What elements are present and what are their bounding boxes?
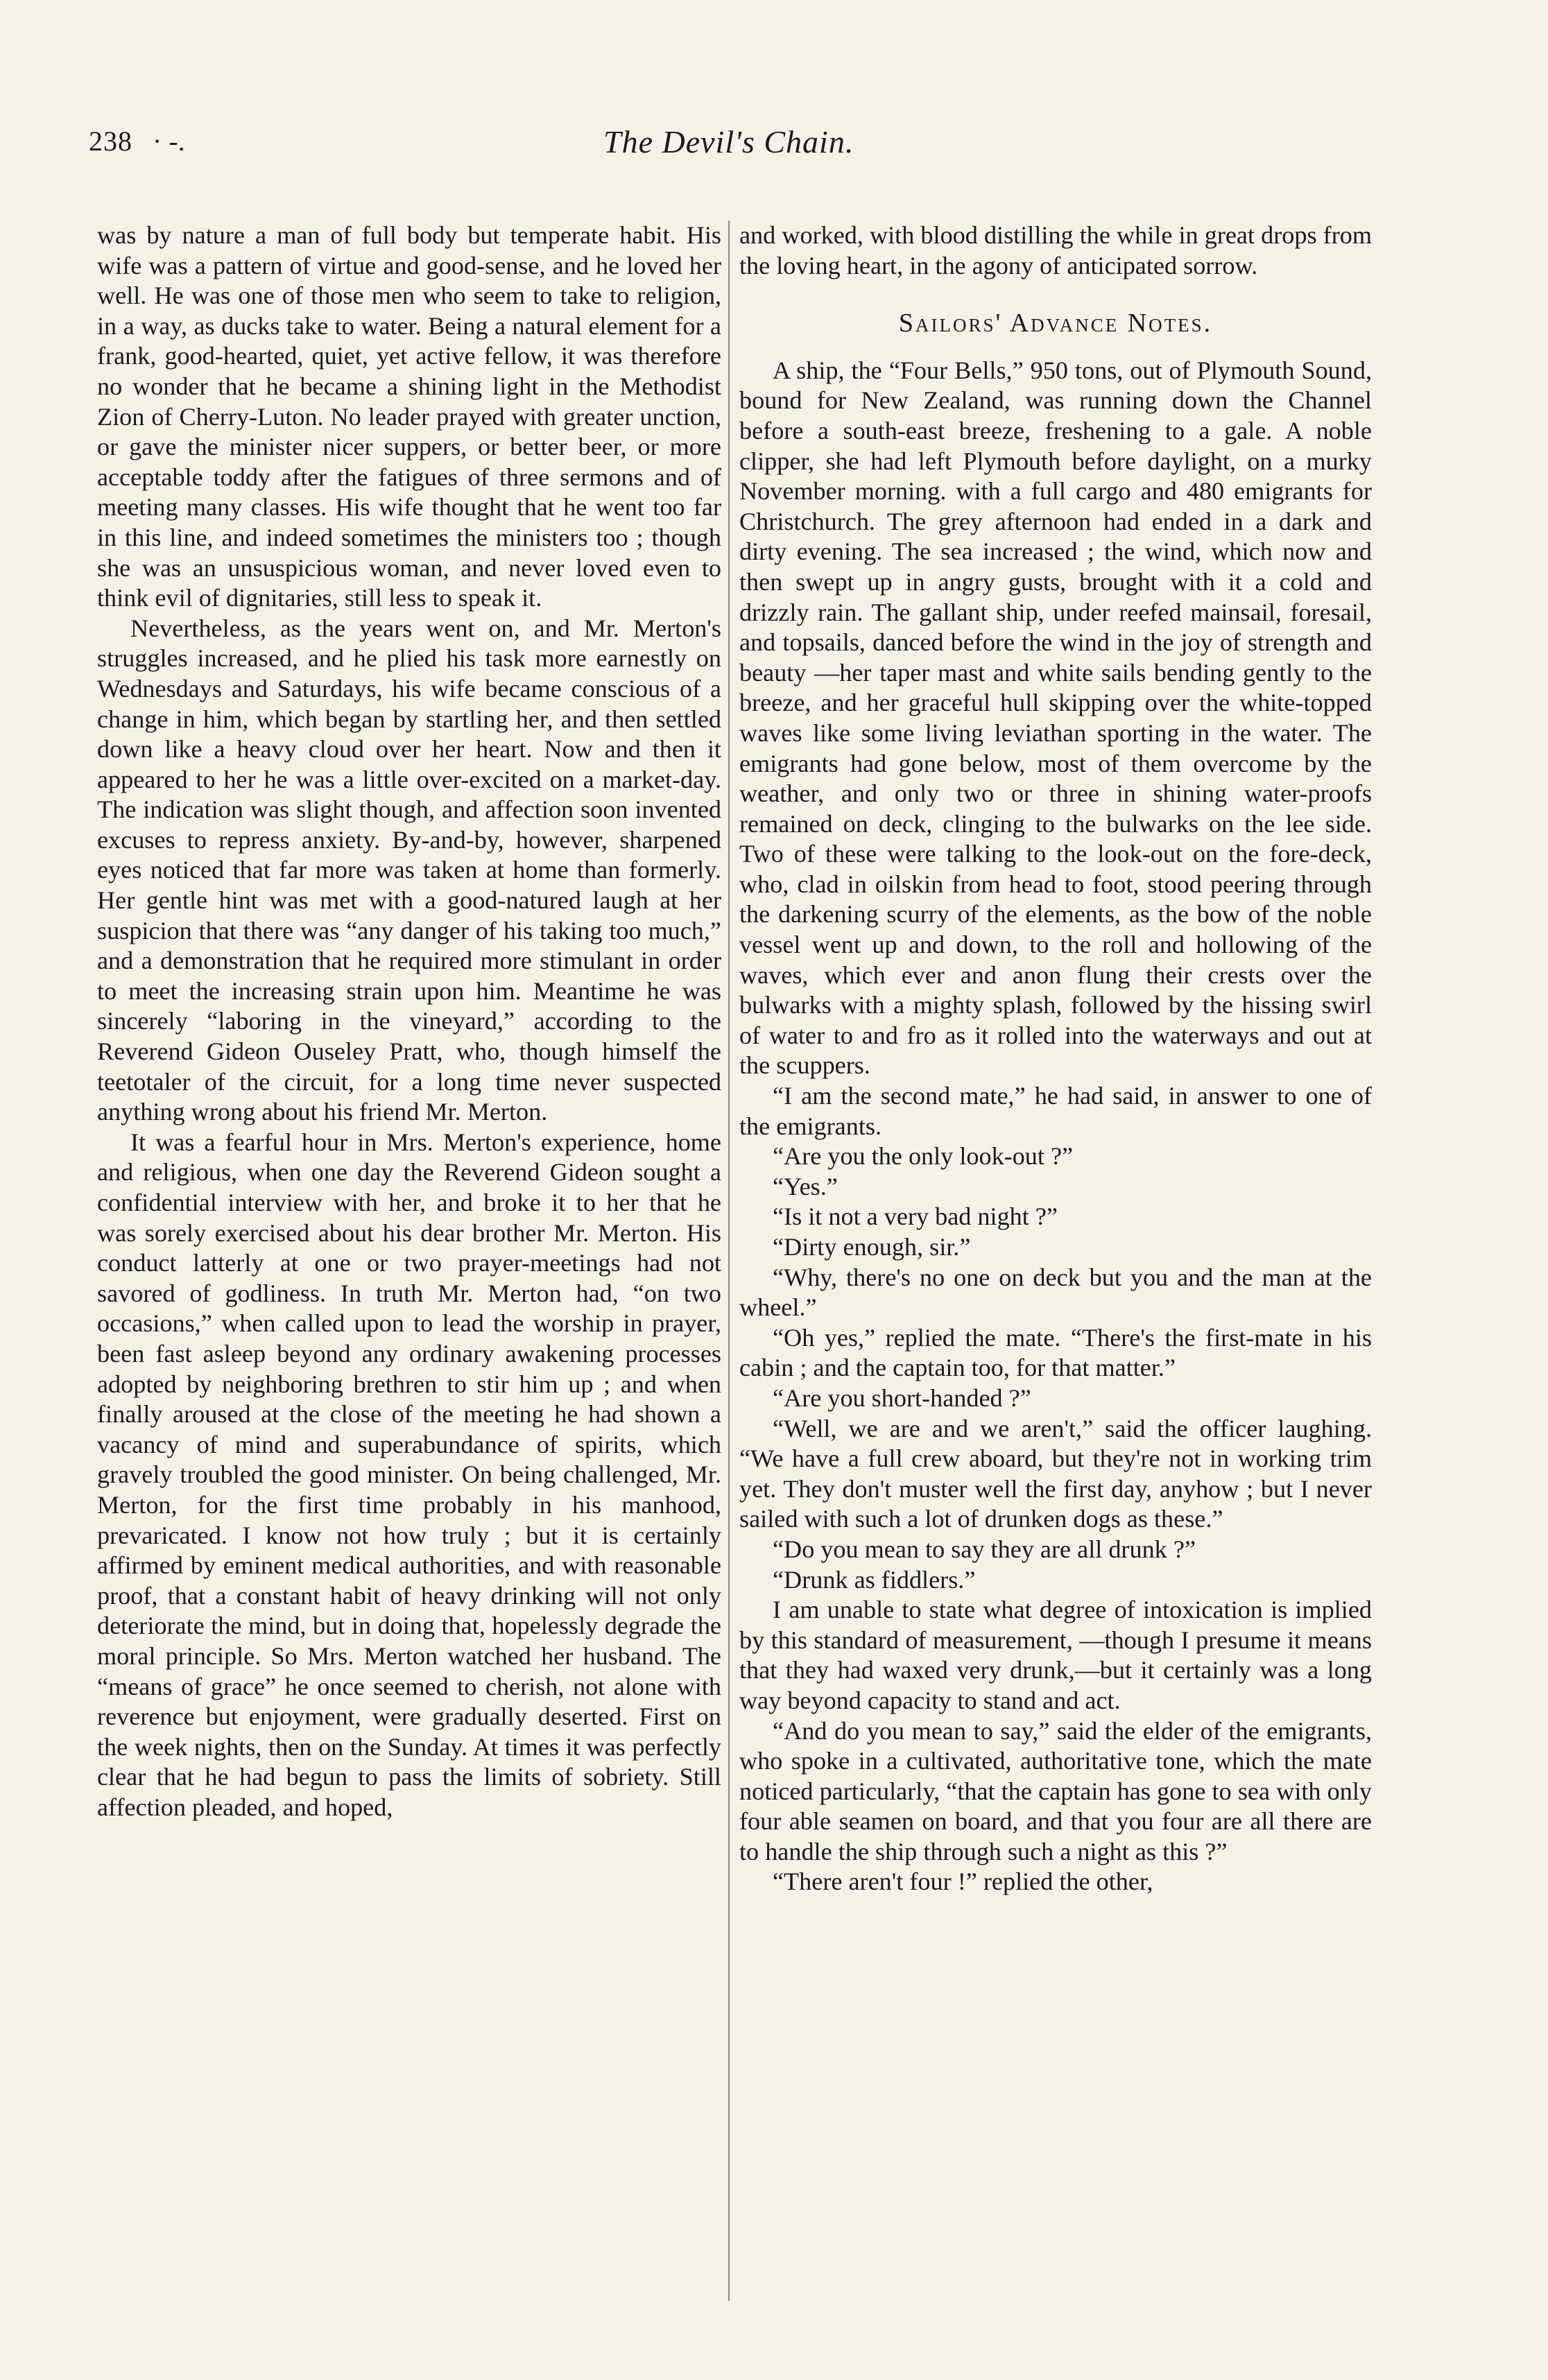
- column-rule: [728, 221, 730, 2301]
- paragraph: “Well, we are and we aren't,” said the officer laughing. “We have a full crew aboard, but they're not in working trim yet. They don't muster well the first day, anyhow ; but I never sailed with such a lot of drunken dogs as these.”: [739, 1414, 1372, 1533]
- paragraph: and worked, with blood distilling the while in great drops from the loving heart, in the agony of anticipated sorrow.: [739, 221, 1372, 279]
- paragraph: Nevertheless, as the years went on, and Mr. Merton's struggles increased, and he plied his task more earnestly on Wednesdays and Saturdays, his wife became conscious of a change in him, which began by startling her, and then settled down like a heavy cloud over her heart. Now and then it appeared to her he was a little over-excited on a market-day. The indication was slight though, and affection soon invented excuses to repress anxiety. By-and-by, however, sharpened eyes noticed that far more was taken at home than formerly. Her gentle hint was met with a good-natured laugh at her suspicion that there was “any danger of his taking too much,” and a demonstration that he required more stimulant in order to meet the increasing strain upon him. Meantime he was sincerely “laboring in the vineyard,” according to the Reverend Gideon Ouseley Pratt, who, though himself the teetotaler of the circuit, for a long time never suspected anything wrong about his friend Mr. Merton.: [97, 614, 721, 1126]
- paragraph: “There aren't four !” replied the other,: [773, 1868, 1153, 1896]
- page-number: 238: [89, 126, 132, 157]
- paragraph: “Why, there's no one on deck but you and the man at the wheel.”: [739, 1263, 1372, 1322]
- page-marks: · -.: [153, 126, 185, 157]
- paragraph: “Drunk as fiddlers.”: [773, 1565, 976, 1594]
- left-column: [97, 221, 721, 1822]
- paragraph: “Do you mean to say they are all drunk ?”: [773, 1535, 1196, 1563]
- paragraph: “I am the second mate,” he had said, in answer to one of the emigrants.: [739, 1082, 1372, 1140]
- paragraph: “And do you mean to say,” said the elder of the emigrants, who spoke in a cultivated, authoritative tone, which the mate noticed particularly, “that the captain has gone to sea with only four able seamen on board, and that you four are all there are to handle the ship through such a night as this ?”: [739, 1716, 1372, 1865]
- paragraph: “Are you short-handed ?”: [773, 1383, 1031, 1412]
- paragraph: “Dirty enough, sir.”: [773, 1233, 971, 1261]
- running-title: The Devil's Chain.: [603, 124, 854, 159]
- paragraph: “Yes.”: [773, 1172, 838, 1200]
- right-column: [739, 221, 1372, 1897]
- paragraph: It was a fearful hour in Mrs. Merton's experience, home and religious, when one day the Reverend Gideon sought a confidential interview with her, and broke it to her that he was sorely exercised about his dear brother Mr. Merton. His conduct latterly at one or two prayer-meetings had not savored of godliness. In truth Mr. Merton had, “on two occasions,” when called upon to lead the worship in prayer, been fast asleep beyond any ordinary awakening processes adopted by neighboring brethren to stir him up ; and when finally aroused at the close of the meeting he had shown a vacancy of mind and superabundance of spirits, which gravely troubled the good minister. On being challenged, Mr. Merton, for the first time probably in his manhood, prevaricated. I know not how truly ; but it is certainly affirmed by eminent medical authorities, and with reasonable proof, that a constant habit of heavy drinking will not only deteriorate the mind, but in doing that, hopelessly degrade the moral principle. So Mrs. Merton watched her husband. The “means of grace” he once seemed to cherish, not alone with reverence but enjoyment, were gradually deserted. First on the week nights, then on the Sunday. At times it was perfectly clear that he had begun to pass the limits of sobriety. Still affection pleaded, and hoped,: [97, 1128, 721, 1821]
- paragraph: “Oh yes,” replied the mate. “There's the first-mate in his cabin ; and the captain too, for that matter.”: [739, 1323, 1372, 1382]
- paragraph: “Is it not a very bad night ?”: [773, 1202, 1058, 1231]
- paragraph: was by nature a man of full body but temperate habit. His wife was a pattern of virtue and good-sense, and he loved her well. He was one of those men who seem to take to religion, in a way, as ducks take to water. Being a natural element for a frank, good-hearted, quiet, yet active fellow, it was therefore no wonder that he became a shining light in the Methodist Zion of Cherry-Luton. No leader prayed with greater unction, or gave the minister nicer suppers, or better beer, or more acceptable toddy after the fatigues of three sermons and of meeting many classes. His wife thought that he went too far in this line, and indeed sometimes the ministers too ; though she was an unsuspicious woman, and never loved even to think evil of dignitaries, still less to speak it.: [97, 221, 721, 612]
- paragraph: A ship, the “Four Bells,” 950 tons, out of Plymouth Sound, bound for New Zealand, was running down the Channel before a south-east breeze, freshening to a gale. A noble clipper, she had left Plymouth before daylight, on a murky November morning. with a full cargo and 480 emigrants for Christchurch. The grey afternoon had ended in a dark and dirty evening. The sea increased ; the wind, which now and then swept up in angry gusts, brought with it a cold and drizzly rain. The gallant ship, under reefed mainsail, foresail, and topsails, danced before the wind in the joy of strength and beauty —her taper mast and white sails bending gently to the breeze, and her graceful hull skipping over the white-topped waves like some living leviathan sporting in the water. The emigrants had gone below, most of them overcome by the weather, and only two or three in shining water-proofs remained on deck, clinging to the bulwarks on the lee side. Two of these were talking to the look-out on the fore-deck, who, clad in oilskin from head to foot, stood peering through the darkening scurry of the elements, as the bow of the noble vessel went up and down, to the roll and hollowing of the waves, which ever and anon flung their crests over the bulwarks with a mighty splash, followed by the hissing swirl of water to and fro as it rolled into the waterways and out at the scuppers.: [739, 356, 1372, 1080]
- paragraph: I am unable to state what degree of intoxication is implied by this standard of measurement, —though I presume it means that they had waxed very drunk,—but it certainly was a long way beyond capacity to stand and act.: [739, 1596, 1372, 1714]
- paragraph: “Are you the only look-out ?”: [773, 1142, 1074, 1171]
- section-heading: Sailors' Advance Notes.: [898, 309, 1213, 338]
